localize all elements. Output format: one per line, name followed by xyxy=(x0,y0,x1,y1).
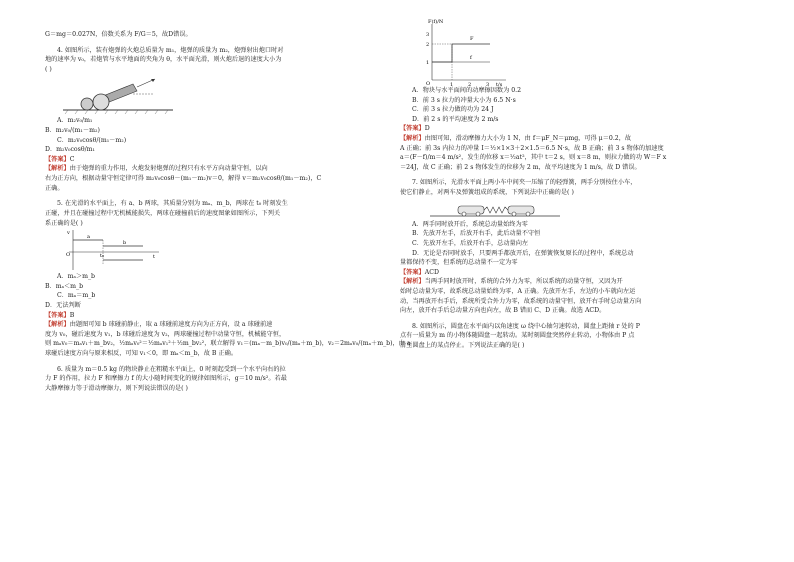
graph-origin-label: O xyxy=(66,252,71,259)
q5-options xyxy=(45,272,390,310)
q4-option-d: D．m₂v₀cosθ/m₁ xyxy=(45,146,95,154)
q6-option-a: A．物块与水平面间的动摩擦因数为 0.2 xyxy=(412,87,522,94)
graph-t-label: t xyxy=(153,254,156,261)
q5-expl-label: 【解析】 xyxy=(45,321,70,329)
q7-expl-text-1: 当两手同时放开时，系统的合外力为零，所以系统的动量守恒，又因为开 xyxy=(424,278,623,286)
q6-option-b: B．前 3 s 拉力的冲量大小为 6.5 N·s xyxy=(412,96,516,104)
q7-stem-1: 7. 如图所示，光滑水平面上两小车中间夹一压缩了的轻弹簧，两手分别按住小车， xyxy=(412,179,637,187)
q7-answer xyxy=(400,268,750,278)
q4-expl-1 xyxy=(45,164,390,174)
graph-b-label: b xyxy=(123,240,127,247)
graph-tick-x1: 1 xyxy=(450,82,454,86)
graph-f-label: f xyxy=(470,55,472,61)
graph-tick-y3: 3 xyxy=(426,32,430,38)
q8-stem-3: 滑至圆盘上的某点停止。下列说法正确的是( ) xyxy=(400,342,525,350)
q7-option-b: B．先放开左手，后放开右手，此后动量不守恒 xyxy=(412,230,541,238)
q4-answer xyxy=(45,155,390,165)
q4-expl-3: 正确。 xyxy=(45,184,64,192)
graph-v-label: v xyxy=(67,230,70,237)
q7-expl-1 xyxy=(400,277,750,287)
q4-stem-1: 4. 如图所示，装有炮弹的火炮总质量为 m₁，炮弹的质量为 m₂，炮弹射出炮口时对 xyxy=(57,46,284,54)
q5-answer-label: 【答案】 xyxy=(45,311,70,319)
q5-expl-3: 则 mₐv₀＝mₐv₁＋m_bv₂，½mₐv₀²＝½mₐv₁²＋½m_bv₂²，联立解得 v₁＝(mₐ－m_b)v₀/(mₐ＋m_b)，v₂＝2mₐv₀/(mₐ＋m_b)，由 a xyxy=(45,340,411,348)
q6-expl-4: ＝24J，故 C 正确；前 2 s 物体发生的位移为 2 m，故平均速度为 1 m/s，故 D 错误。 xyxy=(400,163,641,171)
q6-expl-2: A 正确；前 3s 内拉力的冲量 I＝½×1×3＋2×1.5＝6.5 N·s，故 B 正确；前 3 s 物体的加速度 xyxy=(400,144,664,152)
q4-option-c: C．m₂v₀cosθ/(m₁－m₂) xyxy=(57,136,127,144)
graph-a-label: a xyxy=(87,234,90,241)
graph-t-axis: t/s xyxy=(496,82,503,86)
q5-stem-1: 5. 在光滑的水平面上，有 a、b 两球，其质量分别为 mₐ、m_b，两球在 t₀ 时刻发生 xyxy=(57,200,288,208)
q5-option-a: A．mₐ＞m_b xyxy=(57,273,96,281)
q5-expl-1 xyxy=(45,320,390,330)
q5-expl-2: 度为 v₀，碰后速度为 v₁，b 球碰后速度为 v₂，两球碰撞过程中动量守恒，机械能守恒， xyxy=(45,330,286,338)
q6-stem-3: 大静摩擦力等于滑动摩擦力，则下列说法错误的是( ) xyxy=(45,384,188,392)
q7-stem-2: 使它们静止，对两车及弹簧组成的系统，下列说法中正确的是( ) xyxy=(400,189,574,197)
q5-expl-text-1: 由题图可知 b 球碰前静止，取 a 球碰前速度方向为正方向，设 a 球碰前速 xyxy=(69,321,273,329)
q7-expl-label: 【解析】 xyxy=(400,278,425,286)
q4-option-b: B．m₂v₀/(m₁－m₂) xyxy=(45,127,100,135)
graph-F-label: F xyxy=(470,36,474,42)
q6-stem-1: 6. 质量为 m＝0.5 kg 的物块静止在粗糙水平面上，0 时刻起受到一个水平向右的拉 xyxy=(57,365,286,373)
q5-stem-3: 系正确的是( ) xyxy=(45,219,83,227)
q7-answer-label: 【答案】 xyxy=(400,268,425,276)
q7-option-c: C．先放开左手，后放开右手，总动量向左 xyxy=(412,239,529,247)
q6-option-d: D．前 2 s 的平均速度为 2 m/s xyxy=(412,115,499,123)
graph-tick-x2: 2 xyxy=(468,82,472,86)
top-line: G＝mg＝0.027N，倍数关系为 F/G＝5，故D错误。 xyxy=(45,31,192,38)
q4-options xyxy=(45,116,390,154)
graph-t0-label: t₀ xyxy=(100,253,105,260)
graph-tick-x3: 3 xyxy=(486,82,490,86)
q6-stem-2: 力 F 的作用，拉力 F 和摩擦力 f 的大小随时间变化的规律如图所示，g＝10 m/s²。若最 xyxy=(45,375,287,383)
q6-answer-value: D xyxy=(424,125,430,133)
q6-expl-3: a＝(F－f)/m＝4 m/s²，发生的位移 x＝½at²，其中 t＝2 s，则 x＝8 m，则拉力做的功 W＝F x xyxy=(400,154,667,162)
q7-expl-3: 动，当再放开右手后，系统所受合外力为零，故系统的动量守恒，放开右手时总动量方向 xyxy=(400,297,642,305)
q4-expl-text-1: 由于炮弹的重力作用，火炮发射炮弹的过程只有水平方向动量守恒，以向 xyxy=(69,165,268,173)
q7-option-a: A．两手同时放开后，系统总动量始终为零 xyxy=(412,220,528,228)
force-time-graph xyxy=(420,18,510,86)
q8-stem-2: 点有一质量为 m 的小物体随圆盘一起转动。某时刻圆盘突然停止转动，小物体由 P 点 xyxy=(400,332,635,340)
q6-expl-1 xyxy=(400,134,750,144)
graph-origin: O xyxy=(426,81,431,86)
q6-expl-label: 【解析】 xyxy=(400,135,425,143)
cannon-figure xyxy=(63,74,193,116)
q6-option-c: C．前 3 s 拉力做的功为 24 J xyxy=(412,106,494,114)
q6-expl-text-1: 由图可知，滑动摩擦力大小为 1 N，由 f＝μF_N＝μmg，可得 μ＝0.2，故 xyxy=(424,135,632,143)
q5-option-b: B．mₐ＜m_b xyxy=(45,282,84,290)
q6-answer-label: 【答案】 xyxy=(400,125,425,133)
q4-expl-label: 【解析】 xyxy=(45,165,70,173)
q7-expl-4: 向左，放开右手后总动量方向也向左，故 B 错而 C、D 正确。故选 ACD。 xyxy=(400,307,606,315)
q7-option-d-2: 量都保持不变，但系统的总动量不一定为零 xyxy=(400,259,518,267)
q5-answer-value: B xyxy=(69,311,75,319)
q4-stem-3: ( ) xyxy=(45,65,52,73)
q4-answer-value: C xyxy=(69,155,75,163)
carts-spring-figure xyxy=(430,198,560,220)
q6-answer xyxy=(400,124,750,134)
right-column xyxy=(400,18,750,351)
q8-stem-1: 8. 如图所示，圆盘在水平面内以角速度 ω 绕中心轴匀速转动，圆盘上距轴 r 处的 P xyxy=(412,322,640,330)
q4-answer-label: 【答案】 xyxy=(45,155,70,163)
q4-stem-2: 地的速率为 v₀，若炮管与水平地面的夹角为 θ，水平面光滑，则火炮后退的速度大小为 xyxy=(45,56,282,64)
q4-expl-2: 右为正方向，根据动量守恒定律可得 m₂v₀cosθ－(m₁－m₂)v＝0，解得 v＝m₂v₀cosθ/(m₁－m₂)，C xyxy=(45,175,322,183)
graph-tick-y2: 2 xyxy=(426,42,430,48)
q5-expl-4: 球碰后速度方向与原来相反，可知 v₁＜0，即 mₐ＜m_b，故 B 正确。 xyxy=(45,350,238,358)
q7-expl-2: 始时总动量为零，故系统总动量始终为零，A 正确。先放开左手，左边的小车就向左运 xyxy=(400,287,636,295)
graph-ff-label: F(f)/N xyxy=(428,19,444,25)
q7-option-d-1: D．无论是否同时放手，只要两手都放开后，在弹簧恢复原长的过程中，系统总动 xyxy=(412,249,634,257)
q4-option-a: A．m₂v₀/m₁ xyxy=(57,117,93,125)
velocity-graph xyxy=(63,228,163,272)
q5-answer xyxy=(45,311,390,321)
left-column xyxy=(45,30,411,393)
graph-tick-y1: 1 xyxy=(426,60,430,66)
q5-stem-2: 正碰，并且在碰撞过程中无机械能损失，两球在碰撞前后的速度图象如图所示，下列关 xyxy=(45,209,281,217)
q7-answer-value: ACD xyxy=(424,268,439,276)
q5-option-c: C．mₐ＝m_b xyxy=(57,292,96,300)
q5-option-d: D．无法判断 xyxy=(45,301,81,309)
